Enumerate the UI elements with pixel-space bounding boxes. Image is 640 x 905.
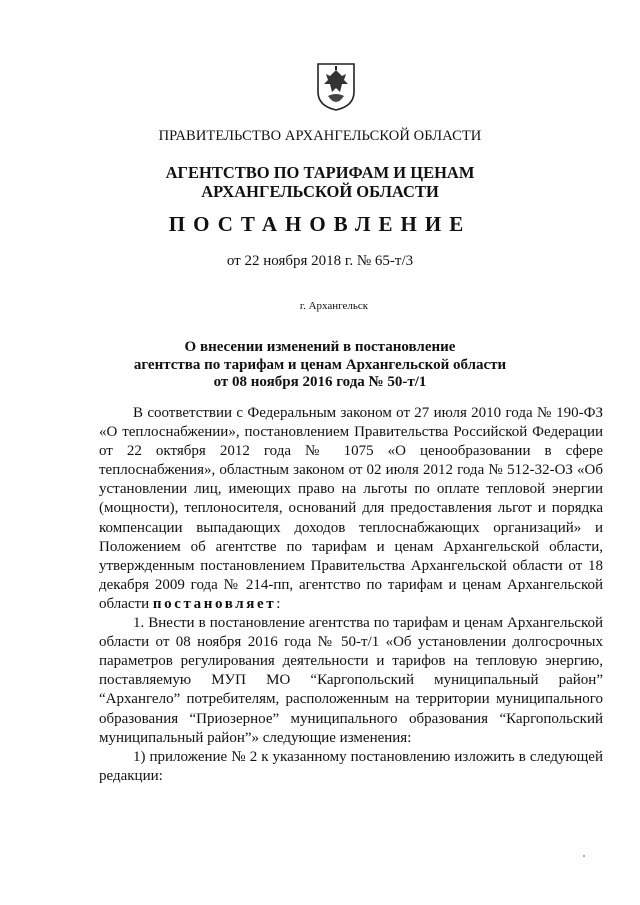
subject-line3: от 08 ноября 2016 года № 50-т/1 <box>213 374 427 390</box>
document-type: ПОСТАНОВЛЕНИЕ <box>168 212 472 236</box>
subject-line1: О внесении изменений в постановление <box>184 339 456 355</box>
agency-title <box>0 163 640 201</box>
document-body <box>99 404 603 786</box>
preamble-text: В соответствии с Федеральным законом от 27 июля 2010 года № 190-ФЗ «О теплоснабжении», постановлением Правительства Российской Федерации от 22 октября 2012 года № 1075 «О ценообразовании в сфере теплоснабжения», областным законом от 02 июля 2012 года № 512-32-ОЗ «Об установлении лиц, имеющих право на льготы по оплате тепловой энергии (мощности), теплоносителя, оснований для предоставления льгот и порядка компенсации выпадающих доходов теплоснабжающих организаций» и Положением об агентстве по тарифам и ценам Архангельской области, утвержденным постановлением Правительства Архангельской области от 18 декабря 2009 года № 214-пп, агентство по тарифам и ценам Архангельской области <box>99 405 603 612</box>
agency-title-line1: АГЕНТСТВО ПО ТАРИФАМ И ЦЕНАМ <box>165 163 475 182</box>
scan-speck <box>583 855 585 857</box>
decree-colon: : <box>276 595 281 612</box>
decree-word: постановляет <box>152 595 277 612</box>
coat-of-arms-icon <box>316 62 356 112</box>
subject-line2: агентства по тарифам и ценам Архангельской области <box>133 356 507 373</box>
document-subject <box>0 339 640 392</box>
agency-title-line2: АРХАНГЕЛЬСКОЙ ОБЛАСТИ <box>201 182 439 201</box>
body-paragraph-item1: 1. Внести в постановление агентства по тарифам и ценам Архангельской области от 08 ноября 2016 года № 50-т/1 «Об установлении долгосрочных параметров регулирования деятельности и тарифов на тепловую энергию, поставляемую МУП МО “Каргопольский муниципальный район” “Архангело” потребителям, расположенным на территории муниципального образования “Приозерное” муниципального образования “Каргопольский муниципальный район”» следующие изменения: <box>99 615 603 746</box>
document-city: г. Архангельск <box>299 300 369 312</box>
government-title: ПРАВИТЕЛЬСТВО АРХАНГЕЛЬСКОЙ ОБЛАСТИ <box>158 128 482 144</box>
body-paragraph-preamble <box>99 404 603 614</box>
document-date-number: от 22 ноября 2018 г. № 65-т/3 <box>226 253 414 269</box>
body-paragraph-subitem1: 1) приложение № 2 к указанному постановлению изложить в следующей редакции: <box>99 748 603 784</box>
